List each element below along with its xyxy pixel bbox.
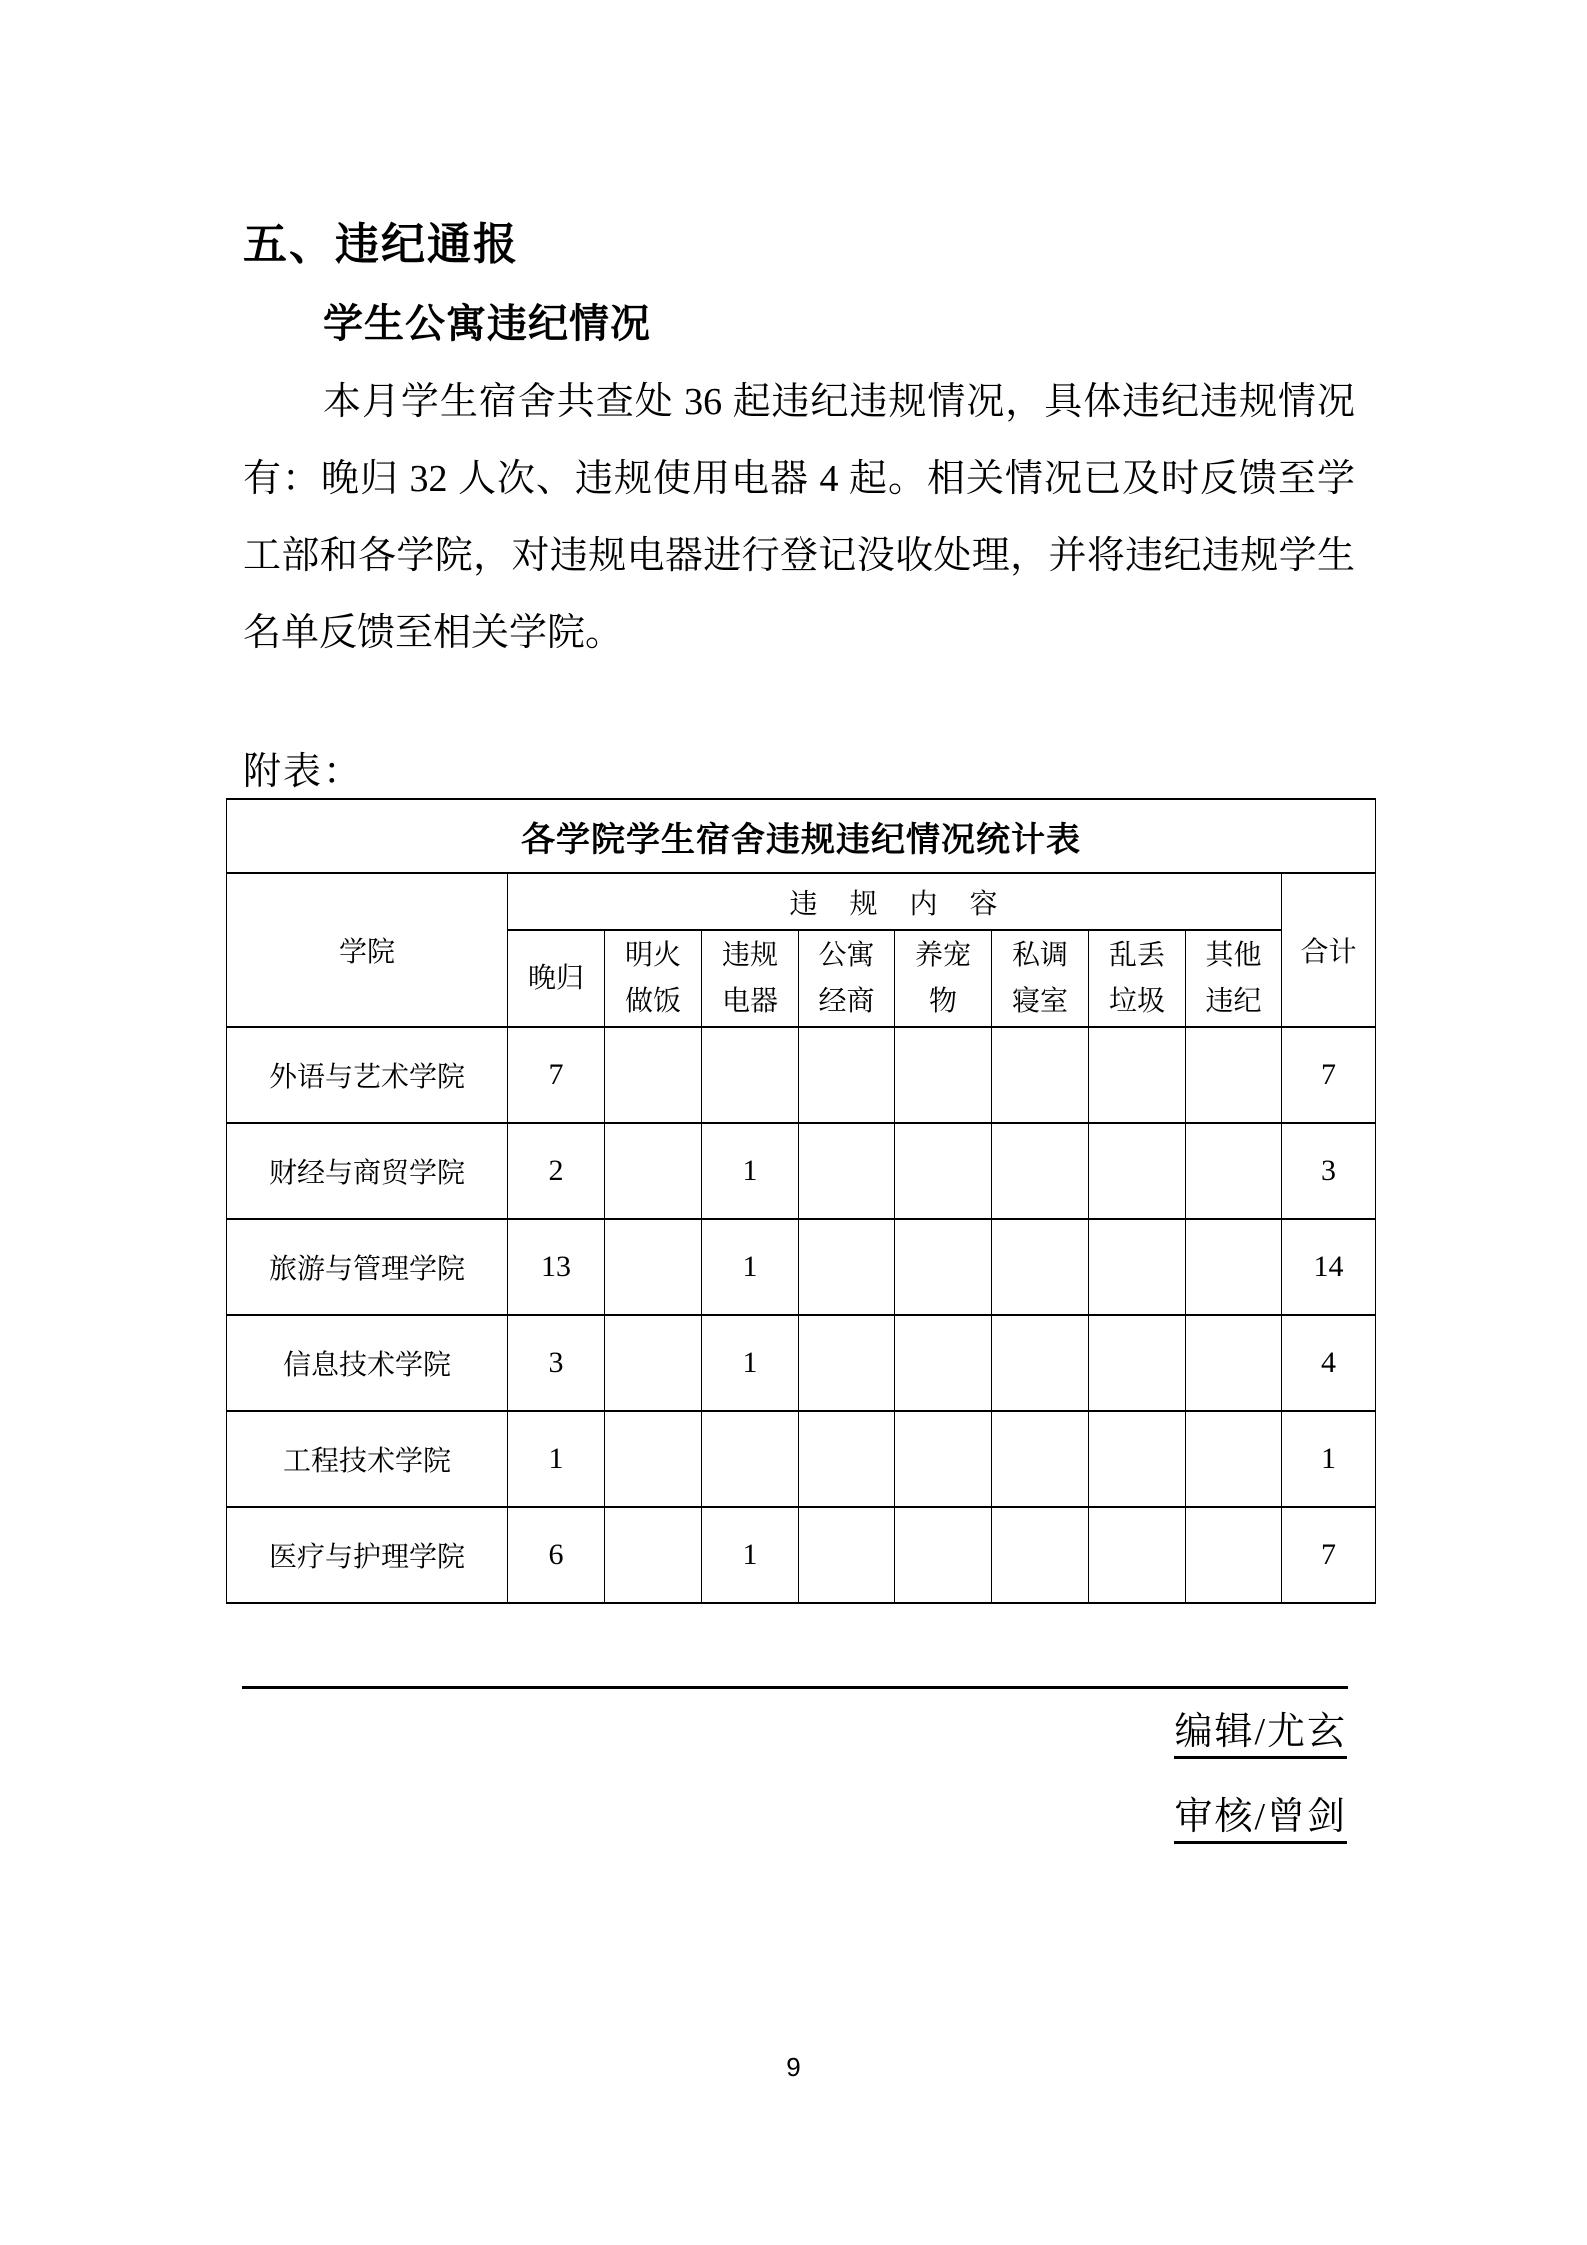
value-cell bbox=[992, 1315, 1089, 1411]
table-row bbox=[227, 1507, 1376, 1603]
value-cell bbox=[1089, 1123, 1186, 1219]
value-cell: 6 bbox=[508, 1507, 605, 1603]
section-heading: 五、违纪通报 bbox=[243, 220, 519, 269]
value-cell: 1 bbox=[702, 1123, 799, 1219]
subheader-other-violations: 其他 违纪 bbox=[1186, 930, 1282, 1027]
value-cell: 13 bbox=[508, 1219, 605, 1315]
subheader-open-fire-cooking: 明火 做饭 bbox=[605, 930, 702, 1027]
value-cell bbox=[702, 1027, 799, 1123]
value-cell bbox=[1089, 1315, 1186, 1411]
attachment-label: 附表： bbox=[243, 751, 364, 793]
value-cell bbox=[895, 1507, 992, 1603]
college-cell: 旅游与管理学院 bbox=[227, 1219, 508, 1315]
violation-content-header: 违 规 内 容 bbox=[508, 873, 1282, 930]
value-cell bbox=[1186, 1123, 1282, 1219]
value-cell bbox=[992, 1219, 1089, 1315]
value-cell: 1 bbox=[508, 1411, 605, 1507]
college-cell: 财经与商贸学院 bbox=[227, 1123, 508, 1219]
value-cell bbox=[799, 1411, 895, 1507]
value-cell bbox=[992, 1507, 1089, 1603]
value-cell: 1 bbox=[702, 1507, 799, 1603]
value-cell bbox=[895, 1219, 992, 1315]
value-cell bbox=[895, 1315, 992, 1411]
value-cell bbox=[1089, 1219, 1186, 1315]
table-row bbox=[227, 1027, 1376, 1123]
value-cell bbox=[895, 1411, 992, 1507]
value-cell bbox=[992, 1027, 1089, 1123]
college-cell: 信息技术学院 bbox=[227, 1315, 508, 1411]
subheader-littering: 乱丢 垃圾 bbox=[1089, 930, 1186, 1027]
subheader-room-swap: 私调 寝室 bbox=[992, 930, 1089, 1027]
table-title-row bbox=[227, 799, 1376, 873]
value-cell bbox=[799, 1219, 895, 1315]
total-column-header: 合计 bbox=[1282, 873, 1376, 1027]
table-title: 各学院学生宿舍违规违纪情况统计表 bbox=[227, 799, 1376, 873]
value-cell bbox=[1186, 1219, 1282, 1315]
subheader-pet-keeping: 养宠 物 bbox=[895, 930, 992, 1027]
total-cell: 3 bbox=[1282, 1123, 1376, 1219]
value-cell bbox=[1186, 1027, 1282, 1123]
value-cell bbox=[702, 1411, 799, 1507]
value-cell: 7 bbox=[508, 1027, 605, 1123]
value-cell bbox=[1089, 1027, 1186, 1123]
subheader-illegal-appliance: 违规 电器 bbox=[702, 930, 799, 1027]
total-cell: 14 bbox=[1282, 1219, 1376, 1315]
value-cell bbox=[799, 1315, 895, 1411]
value-cell: 1 bbox=[702, 1315, 799, 1411]
table-row bbox=[227, 1315, 1376, 1411]
value-cell bbox=[1186, 1411, 1282, 1507]
footer-divider bbox=[242, 1686, 1348, 1689]
value-cell bbox=[1186, 1315, 1282, 1411]
reviewer-credit: 审核/曾剑 bbox=[243, 1785, 1347, 1840]
subheader-late-return: 晚归 bbox=[508, 930, 605, 1027]
college-cell: 医疗与护理学院 bbox=[227, 1507, 508, 1603]
value-cell bbox=[1089, 1507, 1186, 1603]
credits-block bbox=[243, 1700, 1347, 1870]
value-cell bbox=[895, 1123, 992, 1219]
value-cell bbox=[605, 1411, 702, 1507]
violations-table bbox=[226, 798, 1376, 1604]
value-cell bbox=[605, 1507, 702, 1603]
value-cell bbox=[605, 1027, 702, 1123]
table-row bbox=[227, 1219, 1376, 1315]
table-row bbox=[227, 1123, 1376, 1219]
college-column-header: 学院 bbox=[227, 873, 508, 1027]
value-cell: 2 bbox=[508, 1123, 605, 1219]
table-row bbox=[227, 1411, 1376, 1507]
value-cell bbox=[799, 1507, 895, 1603]
total-cell: 4 bbox=[1282, 1315, 1376, 1411]
total-cell: 7 bbox=[1282, 1027, 1376, 1123]
value-cell bbox=[605, 1123, 702, 1219]
value-cell bbox=[605, 1219, 702, 1315]
value-cell bbox=[992, 1411, 1089, 1507]
editor-credit: 编辑/尤玄 bbox=[243, 1700, 1347, 1755]
sub-heading: 学生公寓违纪情况 bbox=[323, 301, 651, 346]
value-cell bbox=[1186, 1507, 1282, 1603]
value-cell bbox=[895, 1027, 992, 1123]
value-cell bbox=[799, 1123, 895, 1219]
subheader-apartment-business: 公寓 经商 bbox=[799, 930, 895, 1027]
value-cell: 3 bbox=[508, 1315, 605, 1411]
total-cell: 7 bbox=[1282, 1507, 1376, 1603]
value-cell: 1 bbox=[702, 1219, 799, 1315]
college-cell: 工程技术学院 bbox=[227, 1411, 508, 1507]
page-number: 9 bbox=[786, 2052, 801, 2082]
value-cell bbox=[605, 1315, 702, 1411]
table-header-row-1 bbox=[227, 873, 1376, 930]
college-cell: 外语与艺术学院 bbox=[227, 1027, 508, 1123]
body-paragraph: 本月学生宿舍共查处 36 起违纪违规情况，具体违纪违规情况有：晚归 32 人次、违规使用电器 4 起。相关情况已及时反馈至学工部和各学院，对违规电器进行登记没收处理，并将违纪违规学生名单反馈至相关学院。 bbox=[243, 381, 1355, 654]
value-cell bbox=[799, 1027, 895, 1123]
total-cell: 1 bbox=[1282, 1411, 1376, 1507]
value-cell bbox=[992, 1123, 1089, 1219]
value-cell bbox=[1089, 1411, 1186, 1507]
